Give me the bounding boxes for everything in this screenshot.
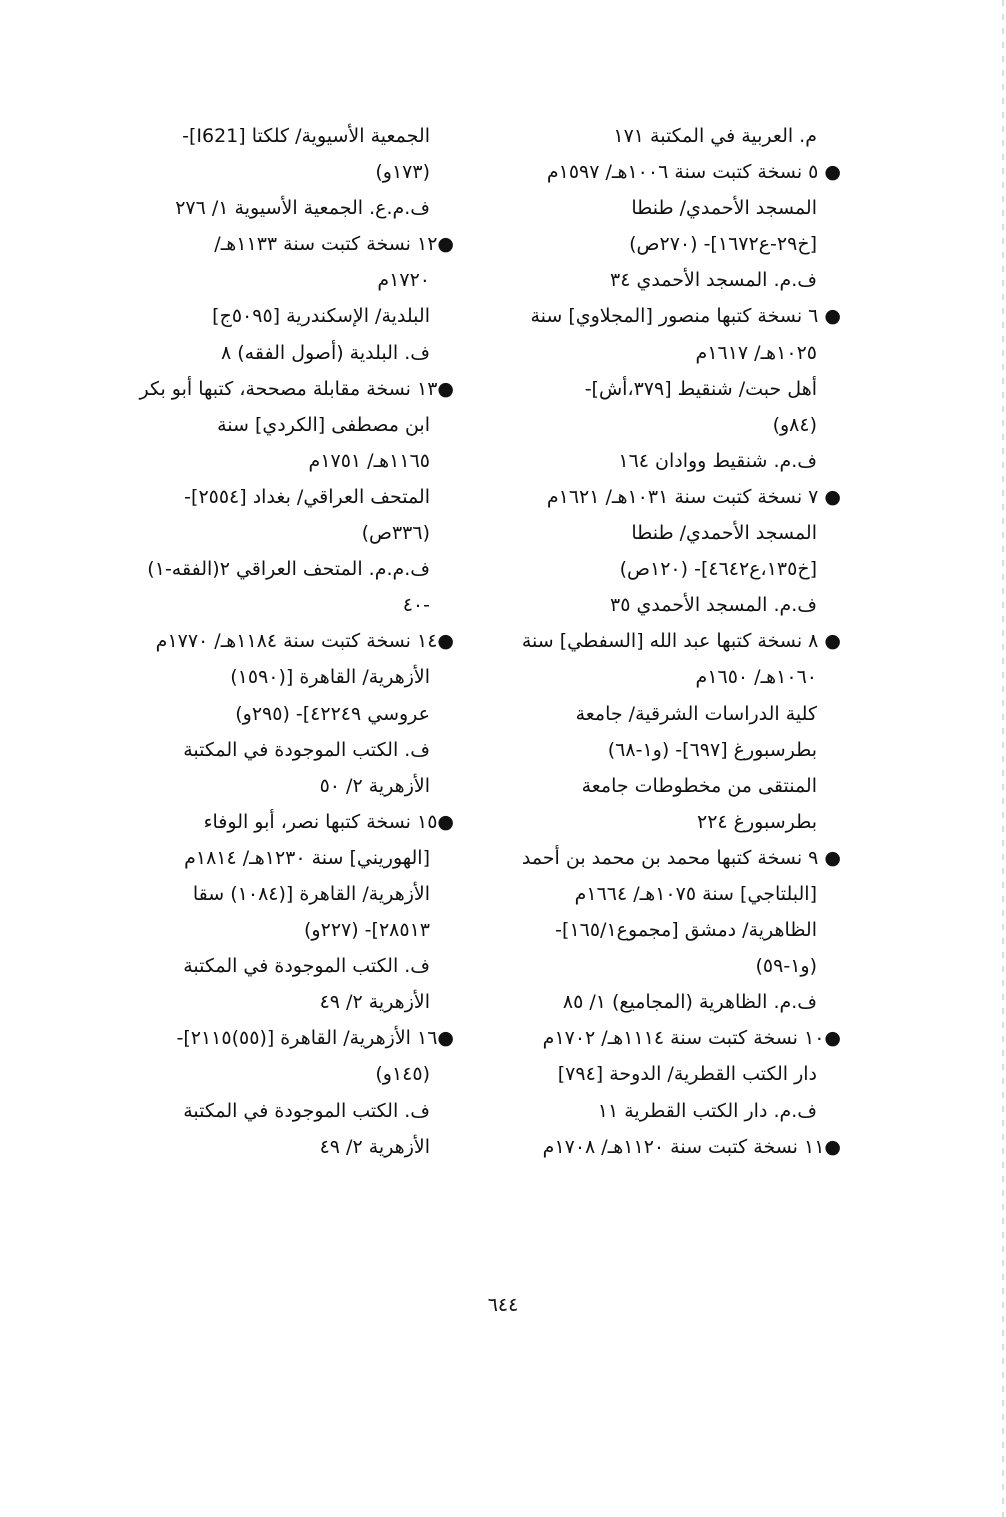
text-line: (٣٣٦ص) <box>361 522 430 545</box>
text-line: المسجد الأحمدي/ طنطا <box>631 197 817 220</box>
text-line: (١٤٥و) <box>375 1063 430 1086</box>
right-text-column <box>497 118 841 1165</box>
text-line: [البلتاجي] سنة ١٠٧٥هـ/ ١٦٦٤م <box>574 882 817 905</box>
text-line: (٨٤و) <box>772 413 817 436</box>
text-line: البلدية/ الإسكندرية [٥٠٩٥ج] <box>212 305 430 328</box>
text-line: بطرسبورغ ٢٢٤ <box>696 810 817 833</box>
text-line: ● ٥ نسخة كتبت سنة ١٠٠٦هـ/ ١٥٩٧م <box>546 161 841 184</box>
text-line: ١٠٦٠هـ/ ١٦٥٠م <box>695 666 817 689</box>
text-line: الأزهرية/ القاهرة [(١٥٩٠) <box>230 666 430 689</box>
text-line: ●١٢ نسخة كتبت سنة ١١٣٣هـ/ <box>214 233 454 256</box>
text-line: كلية الدراسات الشرقية/ جامعة <box>575 702 817 725</box>
text-line: الأزهرية ٢/ ٤٩ <box>319 991 430 1014</box>
text-line: بطرسبورغ [٦٩٧]- (و١-٦٨) <box>607 738 817 761</box>
text-line: (١٧٣و) <box>375 161 430 184</box>
left-text-column <box>110 118 454 1165</box>
text-line: ف. الكتب الموجودة في المكتبة <box>183 1099 430 1122</box>
text-line: الجمعية الأسيوية/ كلكتا [I621]- <box>182 125 430 147</box>
text-line: [الهوريني] سنة ١٢٣٠هـ/ ١٨١٤م <box>184 846 430 869</box>
text-line: ١١٦٥هـ/ ١٧٥١م <box>308 449 430 472</box>
text-line: ٢٨٥١٣]- (٢٢٧و) <box>304 919 430 942</box>
text-line: ف. البلدية (أصول الفقه) ٨ <box>221 341 430 364</box>
text-line: ●١١ نسخة كتبت سنة ١١٢٠هـ/ ١٧٠٨م <box>542 1135 841 1158</box>
text-line: ف.م. الظاهرية (المجاميع) ١/ ٨٥ <box>562 991 817 1014</box>
text-line: م. العربية في المكتبة ١٧١ <box>613 125 817 147</box>
text-line: ف.م.م. المتحف العراقي ٢(الفقه-١) <box>147 558 430 581</box>
text-line: الأزهرية/ القاهرة [(١٠٨٤) سقا <box>192 882 430 905</box>
text-line: ف. الكتب الموجودة في المكتبة <box>183 738 430 761</box>
text-line: ف. الكتب الموجودة في المكتبة <box>183 955 430 978</box>
text-line: ●١٠ نسخة كتبت سنة ١١١٤هـ/ ١٧٠٢م <box>542 1027 841 1050</box>
text-line: ●١٦ الأزهرية/ القاهرة [(٥٥)٢١١٥]- <box>176 1027 454 1050</box>
text-line: ● ٩ نسخة كتبها محمد بن محمد بن أحمد <box>521 846 841 869</box>
text-line: المسجد الأحمدي/ طنطا <box>631 522 817 545</box>
text-line: ف.م. المسجد الأحمدي ٣٥ <box>609 594 817 617</box>
text-line: ف.م. دار الكتب القطرية ١١ <box>597 1099 817 1122</box>
text-line: [خ٢٩-ع١٦٧٢]- (٢٧٠ص) <box>629 233 817 256</box>
text-line: ابن مصطفى [الكردي] سنة <box>217 413 430 436</box>
text-line: ١٧٢٠م <box>377 269 430 292</box>
text-line: ●١٣ نسخة مقابلة مصححة، كتبها أبو بكر <box>139 377 454 400</box>
text-line: ●١٤ نسخة كتبت سنة ١١٨٤هـ/ ١٧٧٠م <box>155 630 454 653</box>
text-line: المنتقى من مخطوطات جامعة <box>581 774 817 797</box>
text-line: الأزهرية ٢/ ٤٩ <box>319 1135 430 1158</box>
text-line: ١٠٢٥هـ/ ١٦١٧م <box>695 341 817 364</box>
text-line: دار الكتب القطرية/ الدوحة [٧٩٤] <box>557 1063 817 1086</box>
text-line: [خ١٣٥،ع٤٦٤٢]- (١٢٠ص) <box>619 558 817 581</box>
text-line: (و١-٥٩) <box>755 955 817 978</box>
text-line: المتحف العراقي/ بغداد [٢٥٥٤]- <box>184 485 430 508</box>
text-line: ● ٨ نسخة كتبها عبد الله [السفطي] سنة <box>521 630 841 653</box>
text-line: ف.م. شنقيط ووادان ١٦٤ <box>618 449 817 472</box>
text-line: عروسي ٤٢٢٤٩]- (٢٩٥و) <box>235 702 430 725</box>
text-line: الأزهرية ٢/ ٥٠ <box>319 774 430 797</box>
page-number: ٦٤٤ <box>487 1294 519 1316</box>
text-line: ●١٥ نسخة كتبها نصر، أبو الوفاء <box>203 810 454 833</box>
text-line: -٤٠ <box>402 594 430 617</box>
text-line: ● ٦ نسخة كتبها منصور [المجلاوي] سنة <box>530 305 841 328</box>
text-line: أهل حبت/ شنقيط [٣٧٩،أش]- <box>584 377 817 400</box>
text-line: ف.م.ع. الجمعية الأسيوية ١/ ٢٧٦ <box>175 197 430 220</box>
text-line: ف.م. المسجد الأحمدي ٣٤ <box>609 269 817 292</box>
scan-edge <box>1002 0 1004 1517</box>
text-line: الظاهرية/ دمشق [مجموع١٦٥/١]- <box>555 919 817 942</box>
text-line: ● ٧ نسخة كتبت سنة ١٠٣١هـ/ ١٦٢١م <box>546 485 841 508</box>
